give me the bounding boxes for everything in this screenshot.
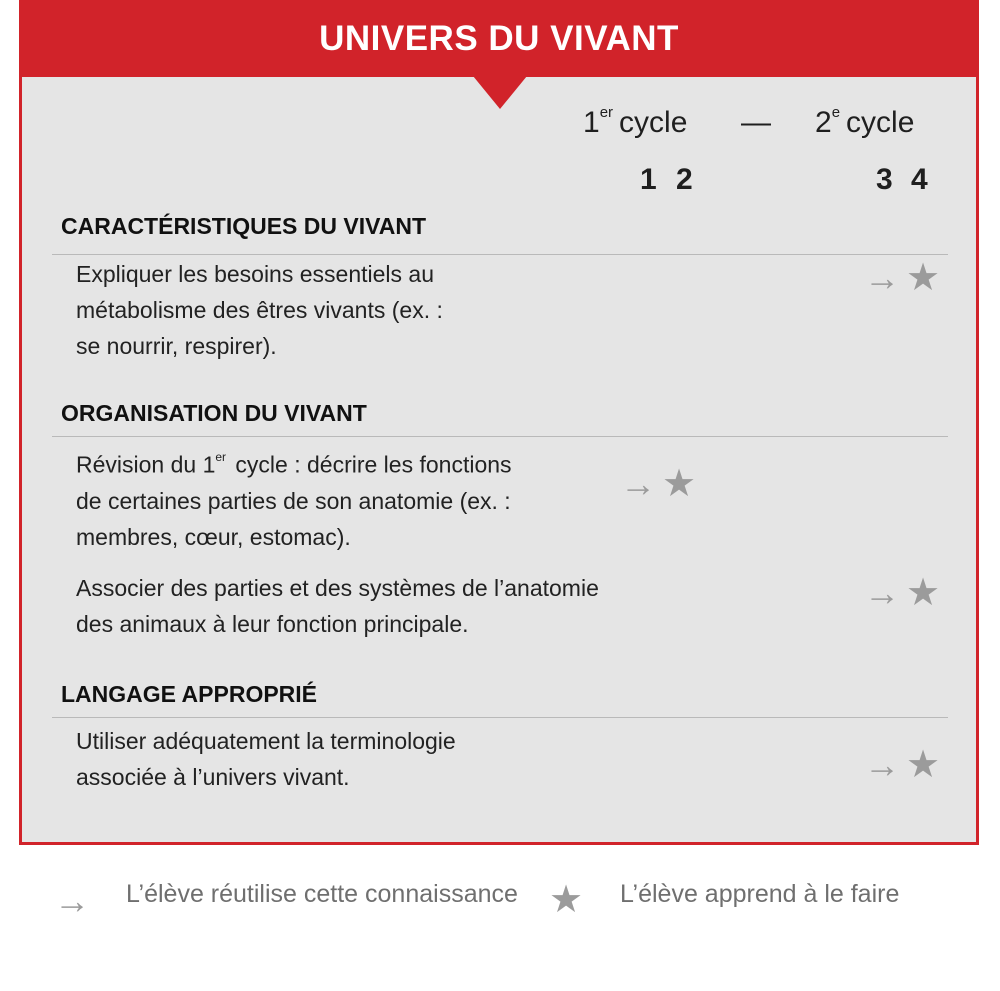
banner-pointer xyxy=(473,76,527,109)
item-marks xyxy=(620,463,697,505)
star-icon: ★ xyxy=(662,463,697,505)
year-2: 2 xyxy=(676,163,693,196)
star-icon: ★ xyxy=(906,257,941,299)
list-item: Associer des parties et des systèmes de l’anatomie des animaux à leur fonction principale. xyxy=(76,575,599,637)
arrow-icon: → xyxy=(620,463,656,504)
cycle-1-header: 1er cycle xyxy=(583,104,688,139)
cycle-2-header: 2e cycle xyxy=(815,104,915,139)
arrow-icon: → xyxy=(864,744,900,785)
section-divider xyxy=(52,436,948,437)
year-4: 4 xyxy=(911,163,928,196)
year-1: 1 xyxy=(640,163,657,196)
item-marks xyxy=(864,744,941,786)
section-title-organisation: ORGANISATION DU VIVANT xyxy=(61,400,367,426)
list-item: Expliquer les besoins essentiels au métabolisme des êtres vivants (ex. : se nourrir, respirer). xyxy=(76,261,443,359)
section-divider xyxy=(52,254,948,255)
item-marks xyxy=(864,257,941,299)
section-title-langage: LANGAGE APPROPRIÉ xyxy=(61,681,318,707)
year-3: 3 xyxy=(876,163,893,196)
section-title-caracteristiques: CARACTÉRISTIQUES DU VIVANT xyxy=(61,213,427,239)
title-banner xyxy=(19,0,979,77)
section-divider xyxy=(52,717,948,718)
legend-star-icon: ★ xyxy=(549,879,584,921)
item-marks xyxy=(864,572,941,614)
legend-arrow-text: L’élève réutilise cette connaissance xyxy=(126,880,518,908)
legend-arrow-icon: → xyxy=(54,880,90,921)
list-item: Utiliser adéquatement la terminologie associée à l’univers vivant. xyxy=(76,728,456,790)
star-icon: ★ xyxy=(906,572,941,614)
arrow-icon: → xyxy=(864,257,900,298)
arrow-icon: → xyxy=(864,572,900,613)
page-title: UNIVERS DU VIVANT xyxy=(319,18,679,58)
star-icon: ★ xyxy=(906,744,941,786)
cycle-separator: — xyxy=(741,106,771,139)
legend-star-text: L’élève apprend à le faire xyxy=(620,880,900,908)
list-item: Révision du 1er cycle : décrire les fonctions de certaines parties de son anatomie (ex. : membres, cœur, estomac). xyxy=(76,450,512,550)
